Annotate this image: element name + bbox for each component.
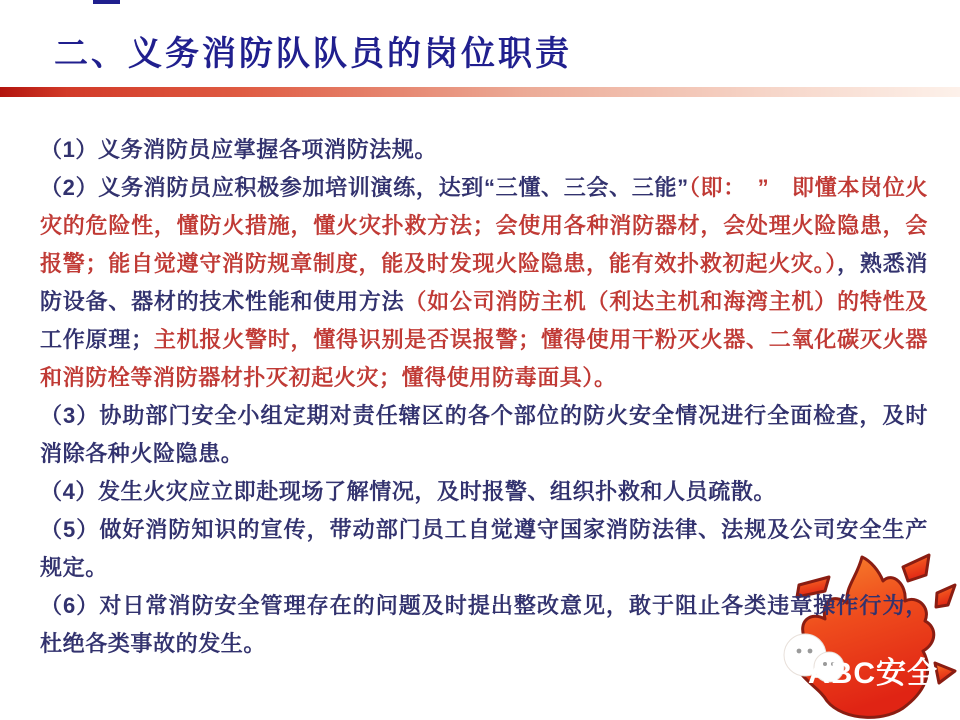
text-segment: （5）做好消防知识的宣传，带动部门员工自觉遵守国家消防法律、法规及公司安全生产规定。 [40, 517, 928, 580]
logo-label: ABC安全 [808, 657, 938, 690]
paragraph [40, 131, 928, 169]
top-edge-dash [93, 0, 120, 4]
paragraph [40, 397, 928, 473]
paragraph [40, 473, 928, 511]
paragraph [40, 169, 928, 397]
text-segment: 主机报火警时，懂得识别是否误报警；懂得使用干粉灭火器、二氧化碳灭火器和消防栓等消防器材扑灭初起火灾；懂得使用防毒面具）。 [40, 327, 928, 390]
text-segment: （6）对日常消防安全管理存在的问题及时提出整改意见，敢于阻止各类违章操作行为，杜绝各类事故的发生。 [40, 593, 928, 656]
text-segment: （1）义务消防员应掌握各项消防法规。 [40, 137, 438, 162]
slide-title: 二、义务消防队队员的岗位职责 [54, 35, 572, 73]
body-text [40, 131, 928, 663]
text-segment: ，熟悉消防设备、器材的技术性能和使用方法 [40, 251, 929, 314]
paragraph [40, 587, 928, 663]
title-divider-line [0, 87, 960, 97]
paragraph [40, 511, 928, 587]
text-segment: （即： ” 即懂本岗位火灾的危险性，懂防火措施，懂火灾扑救方法；会使用各种消防器材，会处理火险隐患，会报警；能自觉遵守消防规章制度，能及时发现火险隐患，能有效扑救初起火灾。） [40, 175, 928, 276]
text-segment: （如公司消防主机（利达主机和海湾主机）的特性及 [404, 289, 928, 314]
text-segment: （2）义务消防员应积极参加培训演练，达到“三懂、三会、三能” [40, 175, 689, 200]
text-segment: 工作原理； [40, 327, 154, 352]
text-segment: （4）发生火灾应立即赴现场了解情况，及时报警、组织扑救和人员疏散。 [40, 479, 777, 504]
text-segment: （3）协助部门安全小组定期对责任辖区的各个部位的防火安全情况进行全面检查，及时消除各种火险隐患。 [40, 403, 928, 466]
